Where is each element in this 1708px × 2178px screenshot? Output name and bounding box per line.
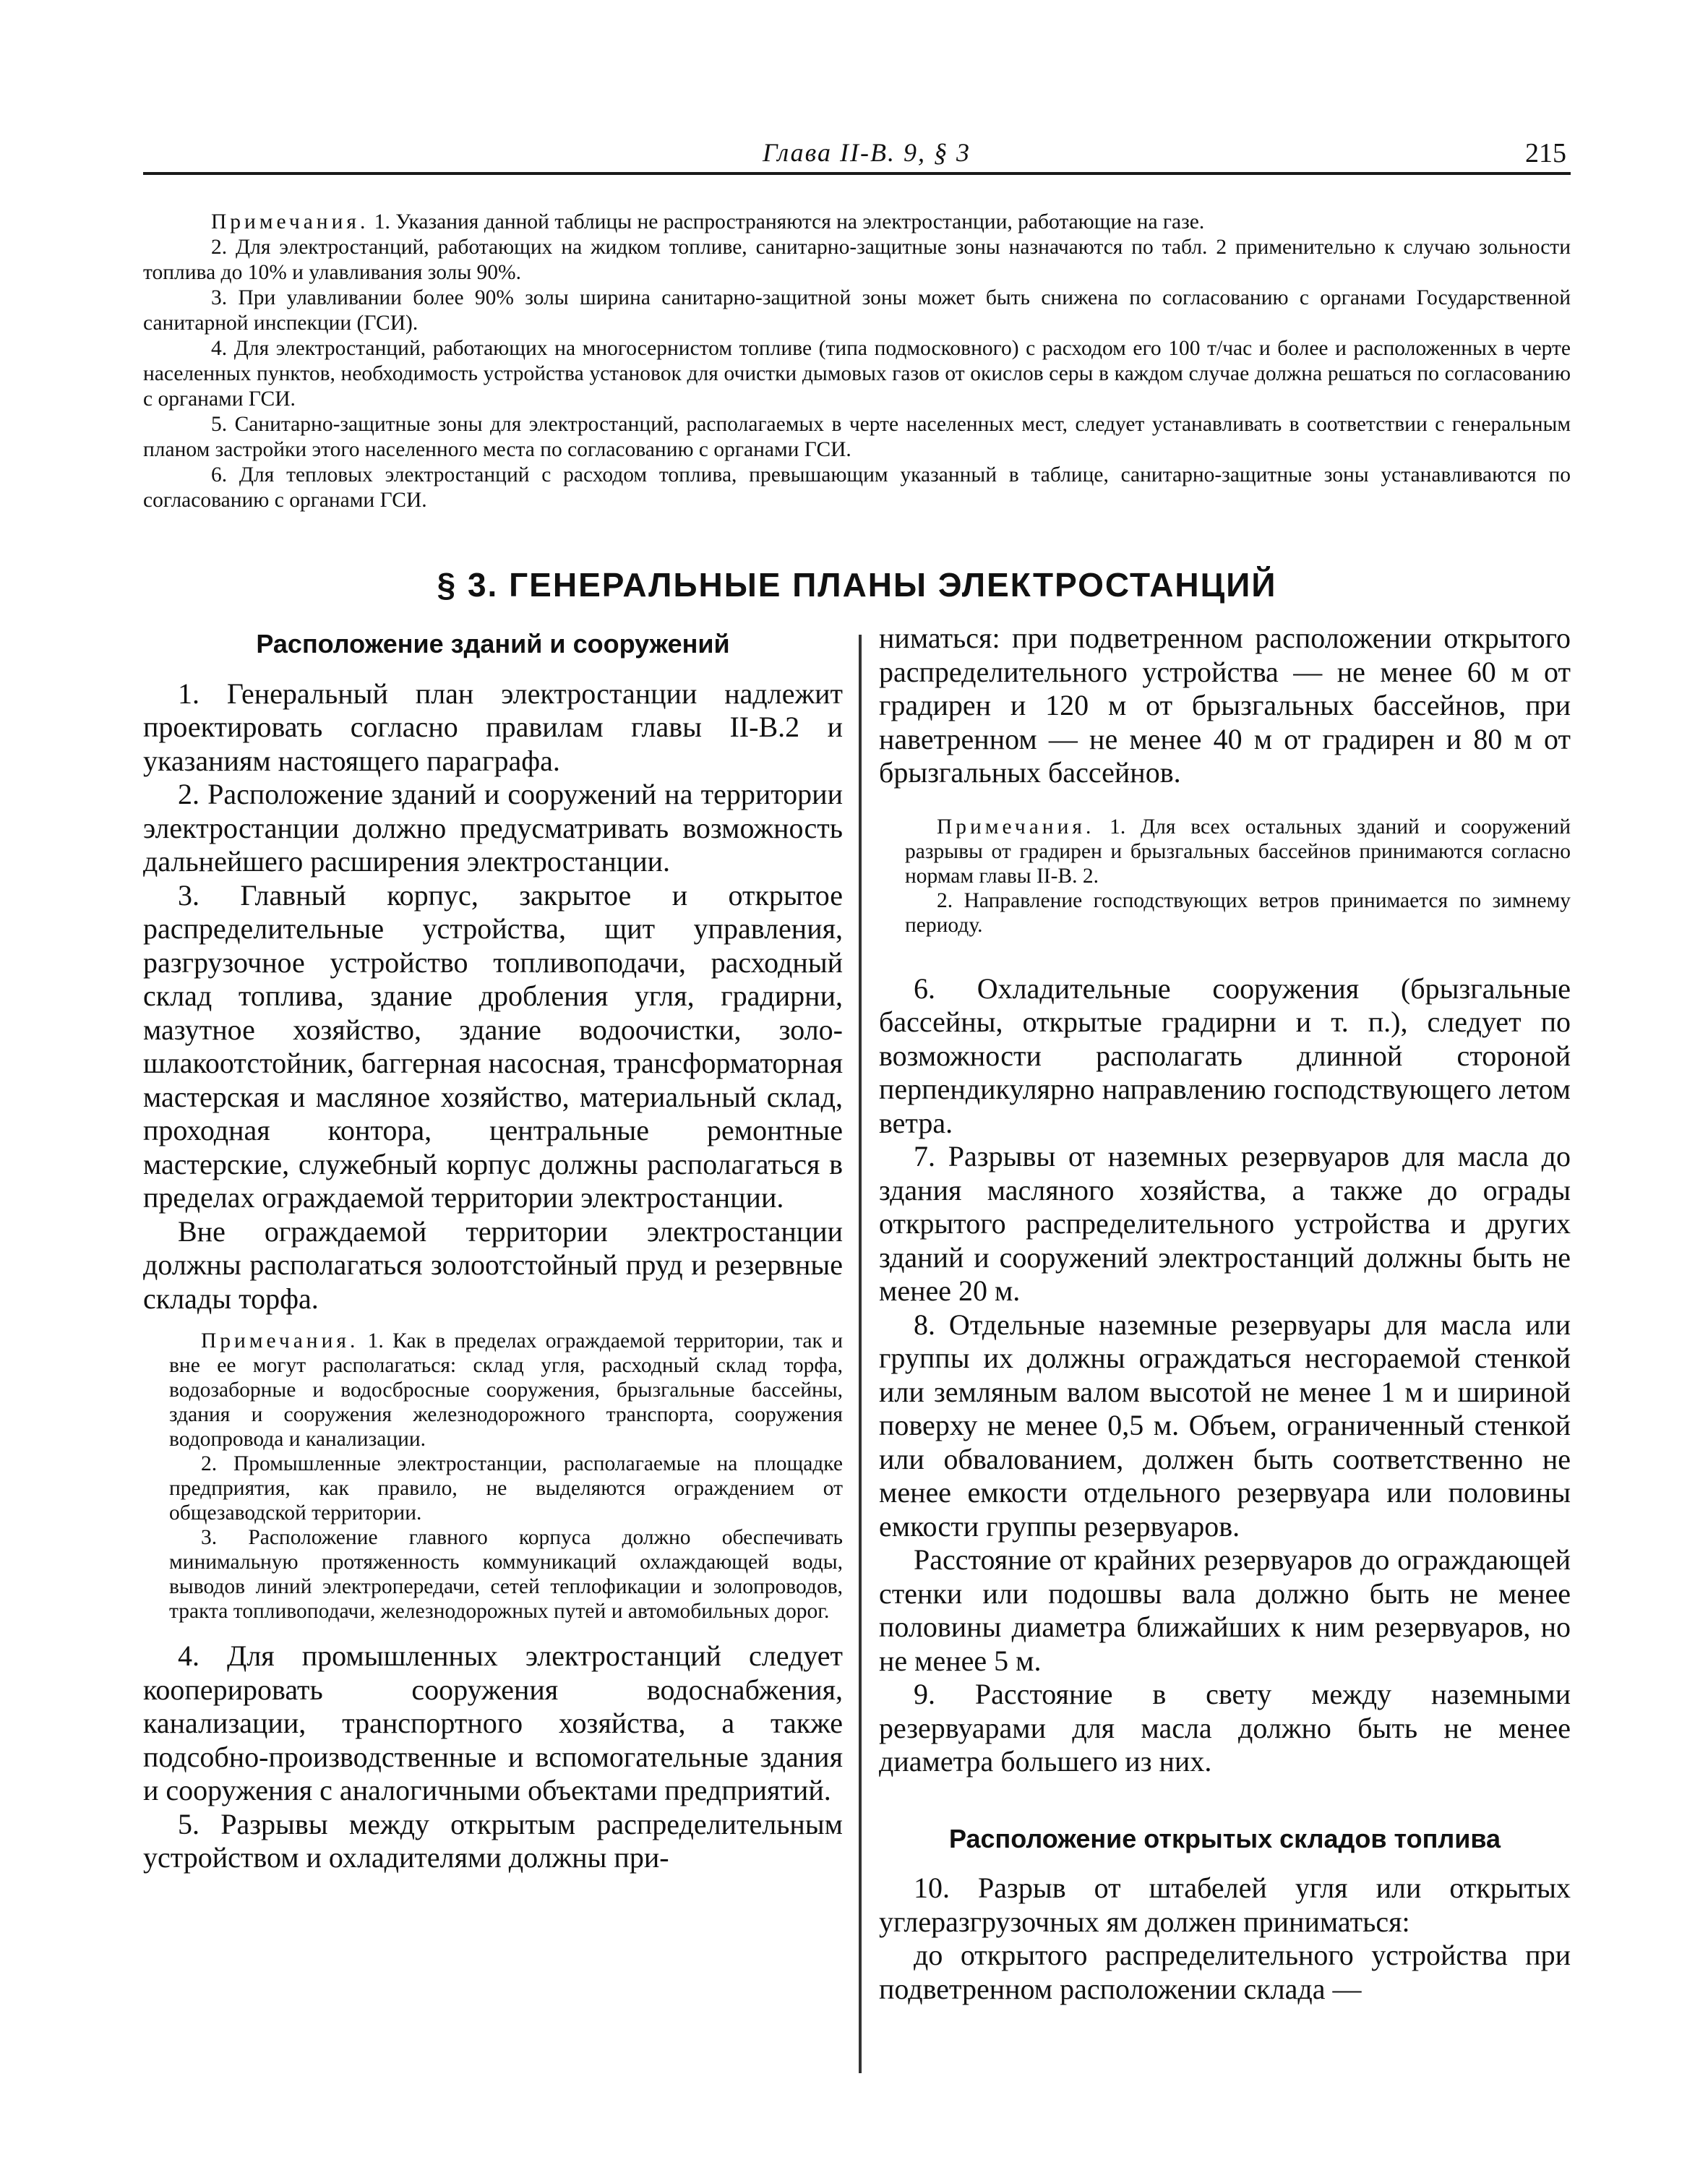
paragraph-6: 6. Охладительные сооружения (брызгальные бассейны, открытые градирни и т. п.), следует по возможности располагать длинной стороной перпендикулярно направлению господствующего летом ветра. bbox=[879, 972, 1571, 1139]
note-left-3: 3. Расположение главного корпуса должно обеспечивать минимальную протяженность коммуникаций охлаждающей воды, выводов линий электропередачи, сетей теплофикации и золопроводов, тракта топливоподачи, железнодорожных путей и автомобильных дорог. bbox=[169, 1526, 843, 1623]
spacer bbox=[879, 1779, 1571, 1817]
column-divider bbox=[859, 635, 862, 2073]
table-notes bbox=[143, 210, 1571, 513]
paragraph-10: 10. Разрыв от штабелей угля или открытых углеразгрузочных ям должен приниматься: bbox=[879, 1872, 1571, 1938]
note-left-1-text: 1. Как в пределах ограждаемой территории, так и вне ее могут располагаться: склад угля, расходный склад торфа, водозаборные и водосбросные сооружения, брызгальные бассейны, здания и сооружения железнодорожного транспорта, сооружения водопровода и канализации. bbox=[169, 1329, 843, 1451]
subheading-buildings: Расположение зданий и сооружений bbox=[256, 629, 730, 659]
table-note-3: 3. При улавливании более 90% золы ширина санитарно-защитной зоны может быть снижена по согласованию с органами Государственной санитарной инспекции (ГСИ). bbox=[143, 286, 1571, 335]
table-note-5: 5. Санитарно-защитные зоны для электростанций, располагаемых в черте населенных мест, следует устанавливать в соответствии с генеральным планом застройки этого населенного места по согласованию с органами ГСИ. bbox=[143, 413, 1571, 461]
running-header bbox=[143, 124, 1571, 175]
table-note-1-text: 1. Указания данной таблицы не распространяются на электростанции, работающие на газе. bbox=[369, 210, 1205, 233]
table-note-1 bbox=[143, 210, 1571, 235]
notes-block-left bbox=[169, 1329, 843, 1624]
paragraph-2: 2. Расположение зданий и сооружений на территории электростанции должно предусматривать возможность дальнейшего расширения электростанции. bbox=[143, 778, 843, 878]
left-column bbox=[143, 622, 843, 1875]
spacer bbox=[879, 953, 1571, 972]
note-right-1 bbox=[905, 815, 1571, 888]
paragraph-3: 3. Главный корпус, закрытое и открытое распределительные устройства, щит управления, разгрузочное устройство топливоподачи, расходный склад топлива, здание дробления угля, градирни, мазутное хозяйство, здание водоочистки, золо-шлакоотстойник, баггерная насосная, трансформаторная мастерская и масляное хозяйство, материальный склад, проходная контора, центральные ремонтные мастерские, служебный корпус должны располагаться в пределах ограждаемой территории электростанции. bbox=[143, 878, 843, 1214]
subheading-fuel-storage: Расположение открытых складов топлива bbox=[948, 1823, 1501, 1853]
page-number: 215 bbox=[1525, 138, 1566, 168]
table-note-2: 2. Для электростанций, работающих на жидком топливе, санитарно-защитные зоны назначаются по табл. 2 применительно к случаю зольности топлива до 10% и улавливания золы 90%. bbox=[143, 236, 1571, 284]
paragraph-3-continuation: Вне ограждаемой территории электростанции должны располагаться золоотстойный пруд и резервные склады торфа. bbox=[143, 1214, 843, 1315]
paragraph-7: 7. Разрывы от наземных резервуаров для масла до здания масляного хозяйства, а также до ограды открытого распределительного устройства и других зданий и сооружений электростанций должны быть не менее 20 м. bbox=[879, 1140, 1571, 1307]
notes-block-right bbox=[905, 815, 1571, 938]
notes-label-right: Примечания. bbox=[937, 815, 1095, 839]
paragraph-9: 9. Расстояние в свету между наземными резервуарами для масла должно быть не менее диаметра большего из них. bbox=[879, 1678, 1571, 1778]
section-title: § 3. ГЕНЕРАЛЬНЫЕ ПЛАНЫ ЭЛЕКТРОСТАНЦИЙ bbox=[437, 566, 1277, 604]
paragraph-4: 4. Для промышленных электростанций следует кооперировать сооружения водоснабжения, канализации, транспортного хозяйства, а также подсобно-производственные и вспомогательные здания и сооружения с аналогичными объектами предприятий. bbox=[143, 1639, 843, 1806]
right-column bbox=[879, 622, 1571, 2006]
note-right-1-text: 1. Для всех остальных зданий и сооружений разрывы от градирен и брызгальных бассейнов принимаются согласно нормам главы II-В. 2. bbox=[905, 815, 1571, 888]
chapter-reference: Глава II-В. 9, § 3 bbox=[762, 138, 971, 167]
note-right-2: 2. Направление господствующих ветров принимается по зимнему периоду. bbox=[905, 888, 1571, 937]
paragraph-5-continuation: ниматься: при подветренном расположении открытого распределительного устройства — не менее 60 м от градирен и 120 м от брызгальных бассейнов, при наветренном — не менее 40 м от градирен и 80 м от брызгальных бассейнов. bbox=[879, 622, 1571, 789]
paragraph-8-continuation: Расстояние от крайних резервуаров до ограждающей стенки или подошвы вала должно быть не менее половины диаметра ближайших к ним резервуаров, но не менее 5 м. bbox=[879, 1543, 1571, 1677]
table-note-6: 6. Для тепловых электростанций с расходом топлива, превышающим указанный в таблице, санитарно-защитные зоны устанавливаются по согласованию с органами ГСИ. bbox=[143, 463, 1571, 512]
notes-label: Примечания. bbox=[211, 210, 369, 233]
table-note-4: 4. Для электростанций, работающих на многосернистом топливе (типа подмосковного) с расходом его 100 т/час и более и расположенных в черте населенных пунктов, необходимость устройства установок для очистки дымовых газов от окислов серы в каждом случае должна решаться по согласованию с органами ГСИ. bbox=[143, 337, 1571, 411]
paragraph-1: 1. Генеральный план электростанции надлежит проектировать согласно правилам главы II-В.2 и указаниям настоящего параграфа. bbox=[143, 677, 843, 777]
paragraph-10-continuation: до открытого распределительного устройства при подветренном расположении склада — bbox=[879, 1939, 1571, 2005]
paragraph-5: 5. Разрывы между открытым распределительным устройством и охладителями должны при- bbox=[143, 1807, 843, 1874]
note-left-1 bbox=[169, 1329, 843, 1452]
notes-label-left: Примечания. bbox=[201, 1329, 359, 1352]
note-left-2: 2. Промышленные электростанции, располагаемые на площадке предприятия, как правило, не выделяются ограждением от общезаводской территории. bbox=[169, 1452, 843, 1525]
paragraph-8: 8. Отдельные наземные резервуары для масла или группы их должны ограждаться несгораемой стенкой или земляным валом высотой не менее 1 м и шириной поверху не менее 0,5 м. Объем, ограниченный стенкой или обвалованием, должен быть соответственно не менее емкости отдельного резервуара или половины емкости группы резервуаров. bbox=[879, 1308, 1571, 1543]
